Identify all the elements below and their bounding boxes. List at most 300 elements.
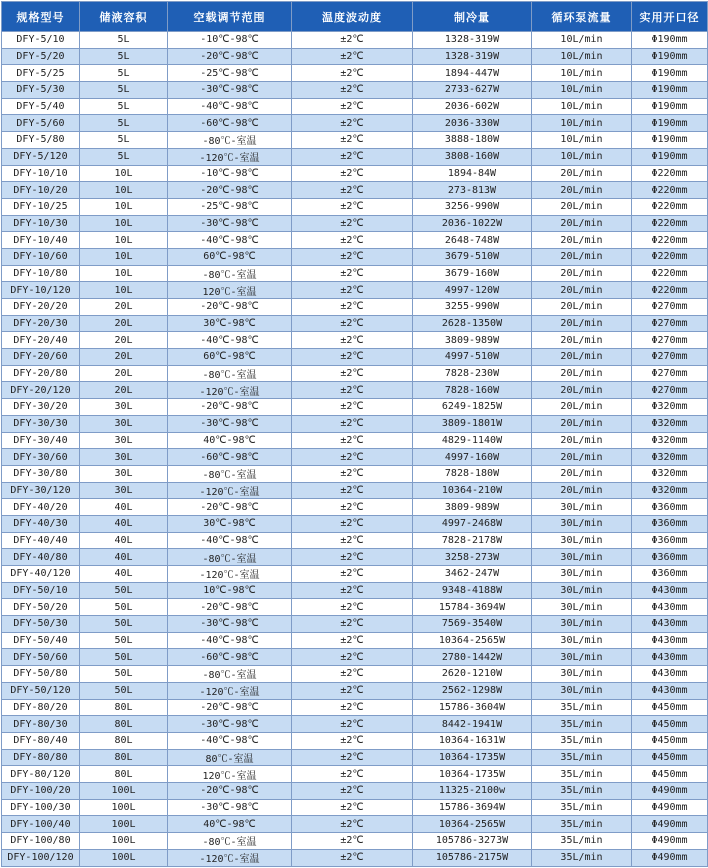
header-temp-range: 空载调节范围 xyxy=(168,2,292,32)
cooling-capacity-cell: 3888-180W xyxy=(413,132,532,149)
volume-cell: 5L xyxy=(80,115,168,132)
volume-cell: 10L xyxy=(80,232,168,249)
opening-diameter-cell: Φ190mm xyxy=(632,98,708,115)
temp-range-cell: -40℃-98℃ xyxy=(168,632,292,649)
volume-cell: 30L xyxy=(80,399,168,416)
spec-table xyxy=(1,1,708,867)
model-cell: DFY-10/120 xyxy=(2,282,80,299)
temp-fluctuation-cell: ±2℃ xyxy=(292,248,413,265)
model-cell: DFY-50/60 xyxy=(2,649,80,666)
model-cell: DFY-30/30 xyxy=(2,415,80,432)
volume-cell: 10L xyxy=(80,282,168,299)
volume-cell: 10L xyxy=(80,248,168,265)
temp-range-cell: -25℃-98℃ xyxy=(168,65,292,82)
table-row xyxy=(2,132,708,149)
opening-diameter-cell: Φ220mm xyxy=(632,232,708,249)
opening-diameter-cell: Φ220mm xyxy=(632,265,708,282)
temp-range-cell: -20℃-98℃ xyxy=(168,399,292,416)
volume-cell: 30L xyxy=(80,465,168,482)
model-cell: DFY-10/30 xyxy=(2,215,80,232)
temp-fluctuation-cell: ±2℃ xyxy=(292,449,413,466)
temp-fluctuation-cell: ±2℃ xyxy=(292,182,413,199)
volume-cell: 80L xyxy=(80,699,168,716)
temp-fluctuation-cell: ±2℃ xyxy=(292,315,413,332)
temp-range-cell: 60℃-98℃ xyxy=(168,248,292,265)
volume-cell: 100L xyxy=(80,782,168,799)
volume-cell: 50L xyxy=(80,616,168,633)
temp-fluctuation-cell: ±2℃ xyxy=(292,148,413,165)
pump-flow-cell: 35L/min xyxy=(532,732,632,749)
model-cell: DFY-40/80 xyxy=(2,549,80,566)
temp-fluctuation-cell: ±2℃ xyxy=(292,732,413,749)
pump-flow-cell: 10L/min xyxy=(532,98,632,115)
temp-range-cell: -120℃-室温 xyxy=(168,148,292,165)
temp-range-cell: -10℃-98℃ xyxy=(168,165,292,182)
temp-range-cell: 10℃-98℃ xyxy=(168,582,292,599)
pump-flow-cell: 30L/min xyxy=(532,582,632,599)
pump-flow-cell: 20L/min xyxy=(532,315,632,332)
temp-fluctuation-cell: ±2℃ xyxy=(292,132,413,149)
model-cell: DFY-20/60 xyxy=(2,349,80,366)
model-cell: DFY-100/120 xyxy=(2,849,80,866)
table-row xyxy=(2,265,708,282)
cooling-capacity-cell: 7828-180W xyxy=(413,465,532,482)
pump-flow-cell: 20L/min xyxy=(532,182,632,199)
cooling-capacity-cell: 1328-319W xyxy=(413,32,532,49)
volume-cell: 100L xyxy=(80,849,168,866)
cooling-capacity-cell: 15786-3604W xyxy=(413,699,532,716)
temp-range-cell: -120℃-室温 xyxy=(168,682,292,699)
temp-range-cell: -80℃-室温 xyxy=(168,365,292,382)
volume-cell: 20L xyxy=(80,299,168,316)
opening-diameter-cell: Φ490mm xyxy=(632,849,708,866)
temp-range-cell: -20℃-98℃ xyxy=(168,48,292,65)
table-row xyxy=(2,649,708,666)
cooling-capacity-cell: 2562-1298W xyxy=(413,682,532,699)
model-cell: DFY-30/40 xyxy=(2,432,80,449)
pump-flow-cell: 35L/min xyxy=(532,816,632,833)
pump-flow-cell: 10L/min xyxy=(532,115,632,132)
model-cell: DFY-5/20 xyxy=(2,48,80,65)
table-row xyxy=(2,833,708,850)
temp-fluctuation-cell: ±2℃ xyxy=(292,682,413,699)
model-cell: DFY-80/40 xyxy=(2,732,80,749)
temp-fluctuation-cell: ±2℃ xyxy=(292,82,413,99)
pump-flow-cell: 20L/min xyxy=(532,399,632,416)
cooling-capacity-cell: 4997-510W xyxy=(413,349,532,366)
opening-diameter-cell: Φ430mm xyxy=(632,599,708,616)
opening-diameter-cell: Φ220mm xyxy=(632,182,708,199)
volume-cell: 30L xyxy=(80,482,168,499)
cooling-capacity-cell: 3679-160W xyxy=(413,265,532,282)
header-volume: 储液容积 xyxy=(80,2,168,32)
opening-diameter-cell: Φ490mm xyxy=(632,799,708,816)
model-cell: DFY-5/30 xyxy=(2,82,80,99)
volume-cell: 40L xyxy=(80,532,168,549)
temp-fluctuation-cell: ±2℃ xyxy=(292,749,413,766)
table-row xyxy=(2,732,708,749)
model-cell: DFY-50/120 xyxy=(2,682,80,699)
temp-range-cell: -20℃-98℃ xyxy=(168,699,292,716)
temp-range-cell: -10℃-98℃ xyxy=(168,32,292,49)
temp-fluctuation-cell: ±2℃ xyxy=(292,515,413,532)
temp-range-cell: -25℃-98℃ xyxy=(168,198,292,215)
opening-diameter-cell: Φ320mm xyxy=(632,432,708,449)
temp-fluctuation-cell: ±2℃ xyxy=(292,98,413,115)
temp-range-cell: -20℃-98℃ xyxy=(168,182,292,199)
pump-flow-cell: 10L/min xyxy=(532,148,632,165)
volume-cell: 5L xyxy=(80,132,168,149)
model-cell: DFY-80/80 xyxy=(2,749,80,766)
model-cell: DFY-20/30 xyxy=(2,315,80,332)
cooling-capacity-cell: 7569-3540W xyxy=(413,616,532,633)
temp-fluctuation-cell: ±2℃ xyxy=(292,382,413,399)
temp-range-cell: -40℃-98℃ xyxy=(168,98,292,115)
cooling-capacity-cell: 3256-990W xyxy=(413,198,532,215)
pump-flow-cell: 35L/min xyxy=(532,699,632,716)
opening-diameter-cell: Φ450mm xyxy=(632,699,708,716)
volume-cell: 5L xyxy=(80,82,168,99)
temp-fluctuation-cell: ±2℃ xyxy=(292,299,413,316)
temp-range-cell: -20℃-98℃ xyxy=(168,299,292,316)
table-row xyxy=(2,716,708,733)
table-row xyxy=(2,365,708,382)
cooling-capacity-cell: 7828-2178W xyxy=(413,532,532,549)
temp-range-cell: -30℃-98℃ xyxy=(168,716,292,733)
opening-diameter-cell: Φ490mm xyxy=(632,816,708,833)
temp-fluctuation-cell: ±2℃ xyxy=(292,599,413,616)
model-cell: DFY-50/40 xyxy=(2,632,80,649)
cooling-capacity-cell: 7828-160W xyxy=(413,382,532,399)
model-cell: DFY-50/10 xyxy=(2,582,80,599)
pump-flow-cell: 20L/min xyxy=(532,165,632,182)
temp-range-cell: -120℃-室温 xyxy=(168,849,292,866)
temp-range-cell: 120℃-室温 xyxy=(168,282,292,299)
pump-flow-cell: 20L/min xyxy=(532,449,632,466)
pump-flow-cell: 20L/min xyxy=(532,349,632,366)
table-row xyxy=(2,349,708,366)
table-row xyxy=(2,248,708,265)
table-row xyxy=(2,198,708,215)
temp-range-cell: -40℃-98℃ xyxy=(168,732,292,749)
table-row xyxy=(2,549,708,566)
cooling-capacity-cell: 6249-1825W xyxy=(413,399,532,416)
table-row xyxy=(2,315,708,332)
cooling-capacity-cell: 2036-602W xyxy=(413,98,532,115)
pump-flow-cell: 10L/min xyxy=(532,32,632,49)
volume-cell: 5L xyxy=(80,98,168,115)
volume-cell: 30L xyxy=(80,415,168,432)
opening-diameter-cell: Φ270mm xyxy=(632,349,708,366)
model-cell: DFY-100/20 xyxy=(2,782,80,799)
opening-diameter-cell: Φ270mm xyxy=(632,299,708,316)
temp-fluctuation-cell: ±2℃ xyxy=(292,265,413,282)
model-cell: DFY-5/80 xyxy=(2,132,80,149)
temp-fluctuation-cell: ±2℃ xyxy=(292,849,413,866)
cooling-capacity-cell: 2733-627W xyxy=(413,82,532,99)
cooling-capacity-cell: 11325-2100w xyxy=(413,782,532,799)
header-temp-fluctuation: 温度波动度 xyxy=(292,2,413,32)
pump-flow-cell: 35L/min xyxy=(532,799,632,816)
model-cell: DFY-5/40 xyxy=(2,98,80,115)
pump-flow-cell: 20L/min xyxy=(532,299,632,316)
model-cell: DFY-30/120 xyxy=(2,482,80,499)
model-cell: DFY-5/120 xyxy=(2,148,80,165)
opening-diameter-cell: Φ430mm xyxy=(632,682,708,699)
pump-flow-cell: 20L/min xyxy=(532,365,632,382)
volume-cell: 80L xyxy=(80,732,168,749)
temp-fluctuation-cell: ±2℃ xyxy=(292,499,413,516)
pump-flow-cell: 20L/min xyxy=(532,432,632,449)
table-row xyxy=(2,582,708,599)
pump-flow-cell: 10L/min xyxy=(532,65,632,82)
pump-flow-cell: 20L/min xyxy=(532,465,632,482)
volume-cell: 40L xyxy=(80,515,168,532)
volume-cell: 10L xyxy=(80,265,168,282)
temp-fluctuation-cell: ±2℃ xyxy=(292,32,413,49)
cooling-capacity-cell: 2036-1022W xyxy=(413,215,532,232)
temp-range-cell: -120℃-室温 xyxy=(168,566,292,583)
table-row xyxy=(2,399,708,416)
temp-fluctuation-cell: ±2℃ xyxy=(292,766,413,783)
table-row xyxy=(2,82,708,99)
model-cell: DFY-80/120 xyxy=(2,766,80,783)
volume-cell: 5L xyxy=(80,148,168,165)
opening-diameter-cell: Φ360mm xyxy=(632,549,708,566)
volume-cell: 5L xyxy=(80,48,168,65)
cooling-capacity-cell: 10364-2565W xyxy=(413,816,532,833)
temp-fluctuation-cell: ±2℃ xyxy=(292,632,413,649)
volume-cell: 80L xyxy=(80,766,168,783)
pump-flow-cell: 35L/min xyxy=(532,849,632,866)
temp-range-cell: -40℃-98℃ xyxy=(168,332,292,349)
temp-fluctuation-cell: ±2℃ xyxy=(292,65,413,82)
temp-range-cell: -80℃-室温 xyxy=(168,833,292,850)
volume-cell: 50L xyxy=(80,649,168,666)
opening-diameter-cell: Φ320mm xyxy=(632,399,708,416)
model-cell: DFY-100/30 xyxy=(2,799,80,816)
opening-diameter-cell: Φ490mm xyxy=(632,833,708,850)
temp-fluctuation-cell: ±2℃ xyxy=(292,232,413,249)
cooling-capacity-cell: 3255-990W xyxy=(413,299,532,316)
pump-flow-cell: 30L/min xyxy=(532,649,632,666)
cooling-capacity-cell: 3258-273W xyxy=(413,549,532,566)
temp-range-cell: -30℃-98℃ xyxy=(168,82,292,99)
cooling-capacity-cell: 3679-510W xyxy=(413,248,532,265)
opening-diameter-cell: Φ360mm xyxy=(632,532,708,549)
temp-range-cell: -80℃-室温 xyxy=(168,132,292,149)
temp-fluctuation-cell: ±2℃ xyxy=(292,666,413,683)
table-header xyxy=(2,2,708,32)
temp-fluctuation-cell: ±2℃ xyxy=(292,332,413,349)
table-row xyxy=(2,682,708,699)
pump-flow-cell: 30L/min xyxy=(532,549,632,566)
model-cell: DFY-5/60 xyxy=(2,115,80,132)
temp-fluctuation-cell: ±2℃ xyxy=(292,649,413,666)
temp-fluctuation-cell: ±2℃ xyxy=(292,699,413,716)
cooling-capacity-cell: 105786-2175W xyxy=(413,849,532,866)
cooling-capacity-cell: 2620-1210W xyxy=(413,666,532,683)
table-row xyxy=(2,599,708,616)
temp-range-cell: -30℃-98℃ xyxy=(168,215,292,232)
header-row xyxy=(2,2,708,32)
temp-fluctuation-cell: ±2℃ xyxy=(292,566,413,583)
volume-cell: 10L xyxy=(80,182,168,199)
temp-range-cell: -30℃-98℃ xyxy=(168,799,292,816)
table-body xyxy=(2,32,708,867)
table-row xyxy=(2,749,708,766)
temp-fluctuation-cell: ±2℃ xyxy=(292,782,413,799)
temp-range-cell: -20℃-98℃ xyxy=(168,599,292,616)
pump-flow-cell: 35L/min xyxy=(532,766,632,783)
pump-flow-cell: 35L/min xyxy=(532,833,632,850)
table-row xyxy=(2,849,708,866)
table-row xyxy=(2,182,708,199)
table-row xyxy=(2,499,708,516)
cooling-capacity-cell: 1894-447W xyxy=(413,65,532,82)
opening-diameter-cell: Φ450mm xyxy=(632,766,708,783)
model-cell: DFY-20/80 xyxy=(2,365,80,382)
model-cell: DFY-10/80 xyxy=(2,265,80,282)
model-cell: DFY-100/80 xyxy=(2,833,80,850)
opening-diameter-cell: Φ220mm xyxy=(632,198,708,215)
opening-diameter-cell: Φ190mm xyxy=(632,115,708,132)
table-row xyxy=(2,215,708,232)
volume-cell: 50L xyxy=(80,632,168,649)
temp-fluctuation-cell: ±2℃ xyxy=(292,465,413,482)
pump-flow-cell: 20L/min xyxy=(532,482,632,499)
header-cooling-capacity: 制冷量 xyxy=(413,2,532,32)
pump-flow-cell: 35L/min xyxy=(532,749,632,766)
volume-cell: 10L xyxy=(80,165,168,182)
temp-range-cell: -80℃-室温 xyxy=(168,549,292,566)
temp-fluctuation-cell: ±2℃ xyxy=(292,349,413,366)
table-row xyxy=(2,616,708,633)
opening-diameter-cell: Φ270mm xyxy=(632,365,708,382)
opening-diameter-cell: Φ190mm xyxy=(632,82,708,99)
pump-flow-cell: 30L/min xyxy=(532,682,632,699)
table-row xyxy=(2,449,708,466)
table-row xyxy=(2,148,708,165)
opening-diameter-cell: Φ360mm xyxy=(632,499,708,516)
table-row xyxy=(2,782,708,799)
temp-fluctuation-cell: ±2℃ xyxy=(292,549,413,566)
volume-cell: 80L xyxy=(80,716,168,733)
volume-cell: 40L xyxy=(80,499,168,516)
table-row xyxy=(2,632,708,649)
temp-range-cell: 80℃-室温 xyxy=(168,749,292,766)
table-row xyxy=(2,232,708,249)
temp-range-cell: -60℃-98℃ xyxy=(168,115,292,132)
table-row xyxy=(2,482,708,499)
volume-cell: 50L xyxy=(80,682,168,699)
opening-diameter-cell: Φ430mm xyxy=(632,649,708,666)
table-row xyxy=(2,465,708,482)
model-cell: DFY-80/30 xyxy=(2,716,80,733)
temp-range-cell: -30℃-98℃ xyxy=(168,415,292,432)
model-cell: DFY-30/60 xyxy=(2,449,80,466)
cooling-capacity-cell: 2036-330W xyxy=(413,115,532,132)
opening-diameter-cell: Φ320mm xyxy=(632,415,708,432)
cooling-capacity-cell: 273-813W xyxy=(413,182,532,199)
temp-fluctuation-cell: ±2℃ xyxy=(292,532,413,549)
model-cell: DFY-80/20 xyxy=(2,699,80,716)
header-opening-diameter: 实用开口径 xyxy=(632,2,708,32)
table-row xyxy=(2,165,708,182)
pump-flow-cell: 30L/min xyxy=(532,566,632,583)
volume-cell: 100L xyxy=(80,816,168,833)
temp-range-cell: 60℃-98℃ xyxy=(168,349,292,366)
temp-range-cell: -40℃-98℃ xyxy=(168,532,292,549)
table-row xyxy=(2,699,708,716)
opening-diameter-cell: Φ190mm xyxy=(632,148,708,165)
temp-range-cell: -120℃-室温 xyxy=(168,482,292,499)
pump-flow-cell: 20L/min xyxy=(532,282,632,299)
pump-flow-cell: 35L/min xyxy=(532,782,632,799)
pump-flow-cell: 30L/min xyxy=(532,532,632,549)
opening-diameter-cell: Φ450mm xyxy=(632,749,708,766)
model-cell: DFY-40/40 xyxy=(2,532,80,549)
table-row xyxy=(2,282,708,299)
table-row xyxy=(2,432,708,449)
volume-cell: 40L xyxy=(80,566,168,583)
temp-fluctuation-cell: ±2℃ xyxy=(292,198,413,215)
model-cell: DFY-20/40 xyxy=(2,332,80,349)
table-row xyxy=(2,666,708,683)
model-cell: DFY-100/40 xyxy=(2,816,80,833)
temp-range-cell: -20℃-98℃ xyxy=(168,782,292,799)
model-cell: DFY-10/40 xyxy=(2,232,80,249)
temp-range-cell: 40℃-98℃ xyxy=(168,816,292,833)
table-row xyxy=(2,515,708,532)
table-row xyxy=(2,382,708,399)
model-cell: DFY-10/20 xyxy=(2,182,80,199)
cooling-capacity-cell: 3808-160W xyxy=(413,148,532,165)
temp-fluctuation-cell: ±2℃ xyxy=(292,415,413,432)
volume-cell: 20L xyxy=(80,332,168,349)
volume-cell: 10L xyxy=(80,198,168,215)
model-cell: DFY-10/10 xyxy=(2,165,80,182)
temp-range-cell: -80℃-室温 xyxy=(168,465,292,482)
opening-diameter-cell: Φ320mm xyxy=(632,465,708,482)
table-row xyxy=(2,332,708,349)
temp-fluctuation-cell: ±2℃ xyxy=(292,282,413,299)
table-row xyxy=(2,799,708,816)
pump-flow-cell: 20L/min xyxy=(532,232,632,249)
volume-cell: 20L xyxy=(80,382,168,399)
table-row xyxy=(2,816,708,833)
temp-fluctuation-cell: ±2℃ xyxy=(292,716,413,733)
pump-flow-cell: 20L/min xyxy=(532,198,632,215)
pump-flow-cell: 30L/min xyxy=(532,499,632,516)
table-row xyxy=(2,415,708,432)
model-cell: DFY-20/20 xyxy=(2,299,80,316)
model-cell: DFY-20/120 xyxy=(2,382,80,399)
temp-range-cell: 40℃-98℃ xyxy=(168,432,292,449)
cooling-capacity-cell: 9348-4188W xyxy=(413,582,532,599)
model-cell: DFY-50/20 xyxy=(2,599,80,616)
pump-flow-cell: 30L/min xyxy=(532,515,632,532)
opening-diameter-cell: Φ270mm xyxy=(632,382,708,399)
temp-range-cell: -40℃-98℃ xyxy=(168,232,292,249)
opening-diameter-cell: Φ430mm xyxy=(632,632,708,649)
opening-diameter-cell: Φ190mm xyxy=(632,132,708,149)
model-cell: DFY-30/80 xyxy=(2,465,80,482)
opening-diameter-cell: Φ190mm xyxy=(632,48,708,65)
temp-fluctuation-cell: ±2℃ xyxy=(292,833,413,850)
model-cell: DFY-5/10 xyxy=(2,32,80,49)
model-cell: DFY-40/120 xyxy=(2,566,80,583)
